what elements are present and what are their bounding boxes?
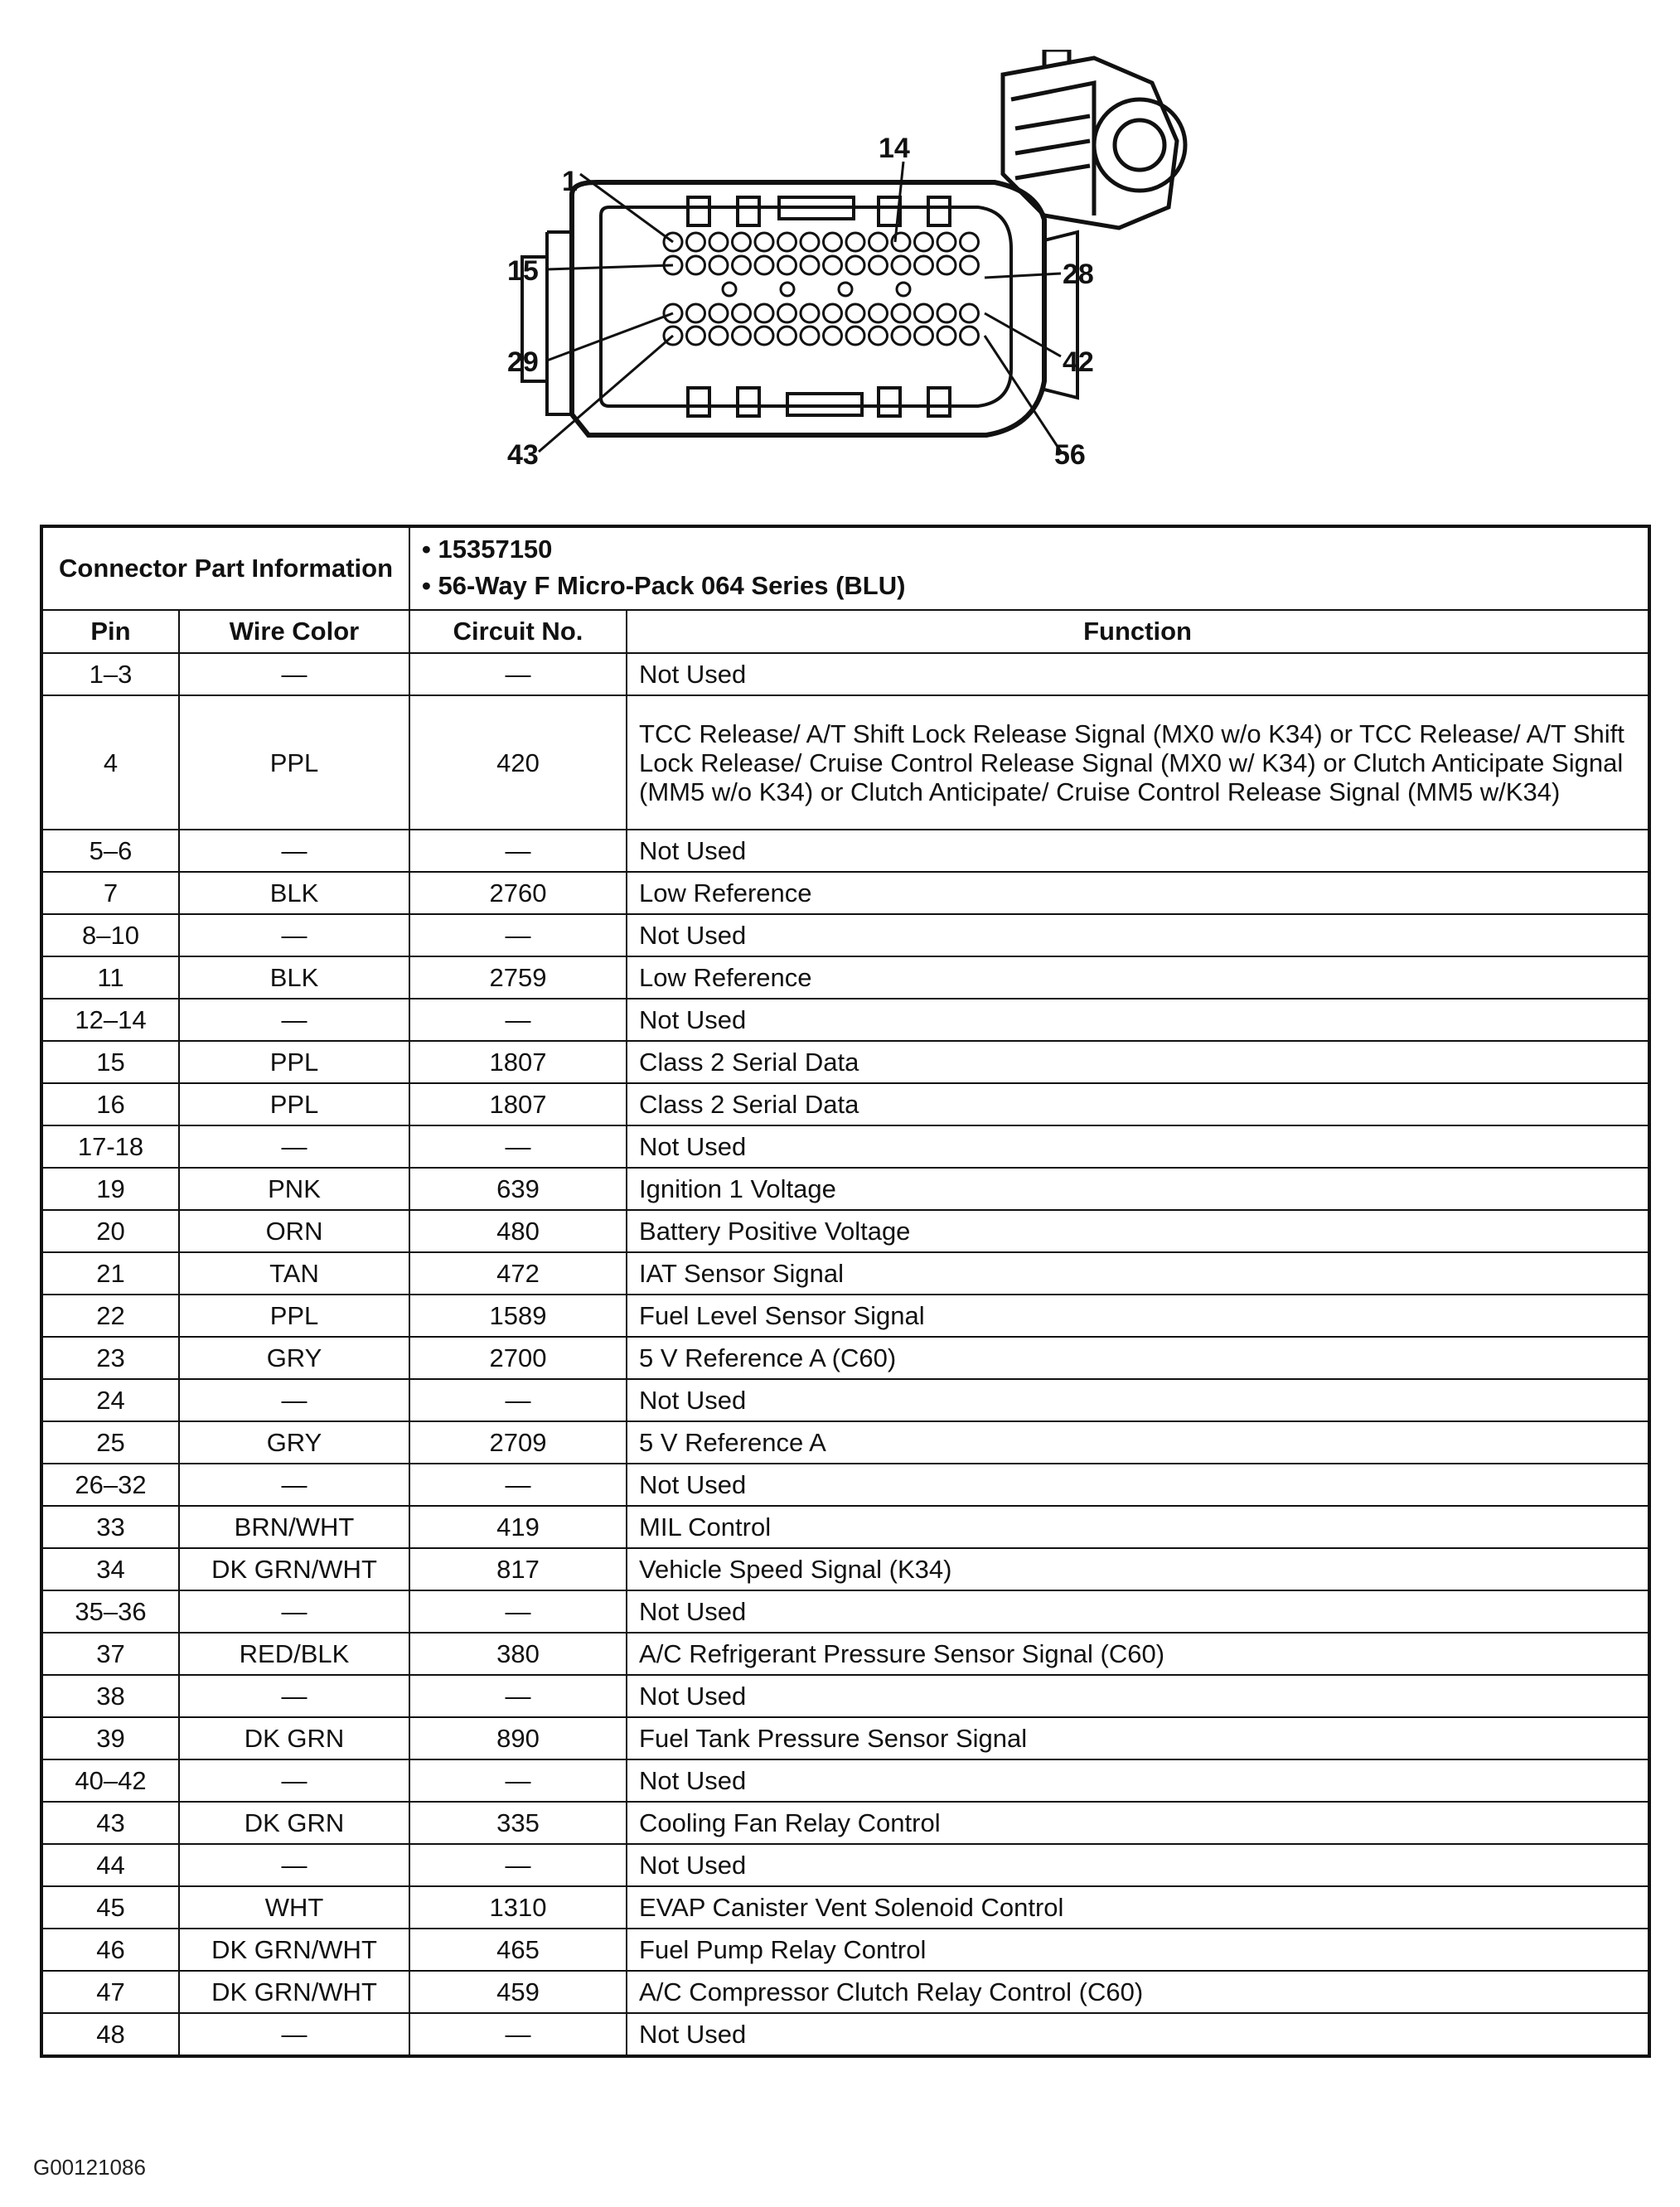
cell-pin: 16 [41,1083,179,1125]
cell-wire-color: PNK [179,1168,409,1210]
pin-cavity [801,304,819,322]
cell-wire-color: — [179,1464,409,1506]
cell-wire-color: — [179,1675,409,1717]
cell-circuit-no: — [409,1125,627,1168]
pin-cavity [824,304,842,322]
cell-wire-color: — [179,653,409,695]
table-row [41,1252,1649,1295]
pin-cavity [755,256,773,274]
table-row [41,2013,1649,2056]
pin-cavity [709,327,728,345]
pin-cavity [755,327,773,345]
cell-wire-color: — [179,830,409,872]
pin-cavity [846,233,864,251]
cell-wire-color: PPL [179,1295,409,1337]
connector-info-label: Connector Part Information [41,526,409,610]
cell-pin: 48 [41,2013,179,2056]
cell-circuit-no: 2759 [409,956,627,999]
table-row [41,872,1649,914]
pin-cavity [961,256,979,274]
table-row [41,1295,1649,1337]
pin-cavity [892,304,910,322]
pin-cavity [824,327,842,345]
pin-cavity [961,233,979,251]
connector-3d-view [1003,50,1185,228]
header-function: Function [627,610,1649,653]
pin-cavity [801,233,819,251]
cell-function: Fuel Pump Relay Control [627,1929,1649,1971]
table-row [41,1168,1649,1210]
cell-function: Fuel Level Sensor Signal [627,1295,1649,1337]
cell-wire-color: — [179,914,409,956]
table-row [41,1633,1649,1675]
table-row [41,1590,1649,1633]
header-row [41,610,1649,653]
table-row [41,1802,1649,1844]
pin-cavity [709,233,728,251]
connector-part-number: • 15357150 [422,535,553,564]
cell-wire-color: BLK [179,956,409,999]
cell-function: TCC Release/ A/T Shift Lock Release Signal (MX0 w/o K34) or TCC Release/ A/T Shift Lock Release/ Cruise Control Release Signal (MX0 w/ K34) or Clutch Anticipate Signal (MM5 w/o K34) or Clutch Anticipate/ Cruise Control Release Signal (MM5 w/K34) [627,695,1649,830]
cell-circuit-no: — [409,1759,627,1802]
cell-circuit-no: 1807 [409,1041,627,1083]
cell-pin: 1–3 [41,653,179,695]
pin-label-28: 28 [1063,259,1094,290]
cell-function: 5 V Reference A (C60) [627,1337,1649,1379]
pin-cavity [733,256,751,274]
cell-circuit-no: 2700 [409,1337,627,1379]
cell-pin: 45 [41,1886,179,1929]
table-row [41,1506,1649,1548]
cell-wire-color: — [179,1844,409,1886]
pin-cavity [961,304,979,322]
cell-circuit-no: 419 [409,1506,627,1548]
cell-pin: 12–14 [41,999,179,1041]
table-row [41,1971,1649,2013]
pin-cavity [709,304,728,322]
cell-pin: 7 [41,872,179,914]
part-number-text: 15357150 [438,535,553,564]
cell-wire-color: — [179,1759,409,1802]
cell-function: Low Reference [627,956,1649,999]
connector-description: • 56-Way F Micro-Pack 064 Series (BLU) [422,571,906,600]
cell-function: Not Used [627,1379,1649,1421]
pin-cavity [709,256,728,274]
connector-description-text: 56-Way F Micro-Pack 064 Series (BLU) [438,571,906,600]
table-row [41,1083,1649,1125]
pin-cavity [869,304,888,322]
cell-wire-color: DK GRN [179,1717,409,1759]
pin-cavity [687,256,705,274]
cell-function: IAT Sensor Signal [627,1252,1649,1295]
cell-pin: 24 [41,1379,179,1421]
pin-cavity [915,256,933,274]
polarization-hole [781,283,794,296]
pin-cavity [801,256,819,274]
cell-pin: 47 [41,1971,179,2013]
connector-diagram [464,50,1210,489]
table-row [41,1929,1649,1971]
cell-pin: 37 [41,1633,179,1675]
cell-wire-color: DK GRN/WHT [179,1971,409,2013]
pin-cavity [755,233,773,251]
connector-info-list [409,526,1649,610]
cell-wire-color: — [179,1590,409,1633]
cell-circuit-no: 1589 [409,1295,627,1337]
pin-label-14: 14 [879,133,910,164]
pin-cavity [869,256,888,274]
table-row [41,830,1649,872]
table-row [41,1717,1649,1759]
cell-function: Battery Positive Voltage [627,1210,1649,1252]
cell-circuit-no: 380 [409,1633,627,1675]
pin-cavity [733,233,751,251]
cell-wire-color: PPL [179,1083,409,1125]
pin-label-43: 43 [507,439,539,471]
pin-cavity [937,327,956,345]
cell-function: Not Used [627,653,1649,695]
cell-function: Fuel Tank Pressure Sensor Signal [627,1717,1649,1759]
cell-pin: 25 [41,1421,179,1464]
cell-wire-color: PPL [179,1041,409,1083]
pin-cavity [915,233,933,251]
cell-circuit-no: 459 [409,1971,627,2013]
cell-pin: 11 [41,956,179,999]
cell-pin: 39 [41,1717,179,1759]
cell-circuit-no: — [409,1675,627,1717]
cell-circuit-no: 639 [409,1168,627,1210]
cell-pin: 5–6 [41,830,179,872]
cell-circuit-no: 2709 [409,1421,627,1464]
header-wire-color: Wire Color [179,610,409,653]
cell-pin: 20 [41,1210,179,1252]
cell-wire-color: PPL [179,695,409,830]
cell-pin: 38 [41,1675,179,1717]
pin-label-15: 15 [507,255,539,287]
cell-wire-color: RED/BLK [179,1633,409,1675]
pin-cavity [801,327,819,345]
cell-pin: 4 [41,695,179,830]
cell-wire-color: WHT [179,1886,409,1929]
cell-wire-color: — [179,1125,409,1168]
cell-function: Low Reference [627,872,1649,914]
pin-cavity [824,233,842,251]
table-row [41,1675,1649,1717]
pin-cavity [869,327,888,345]
pin-label-29: 29 [507,346,539,378]
pin-cavity [961,327,979,345]
cell-pin: 34 [41,1548,179,1590]
cell-wire-color: ORN [179,1210,409,1252]
cell-wire-color: GRY [179,1337,409,1379]
pin-cavity [915,327,933,345]
table-row [41,1886,1649,1929]
polarization-hole [897,283,910,296]
cell-circuit-no: — [409,999,627,1041]
pin-cavity [915,304,933,322]
cell-pin: 46 [41,1929,179,1971]
cell-pin: 22 [41,1295,179,1337]
pin-cavity [778,256,796,274]
table-row [41,1759,1649,1802]
header-pin: Pin [41,610,179,653]
cell-function: Not Used [627,1464,1649,1506]
pin-cavity [733,327,751,345]
pin-cavity [687,233,705,251]
cell-function: MIL Control [627,1506,1649,1548]
table-row [41,999,1649,1041]
table-row [41,1337,1649,1379]
cell-circuit-no: 472 [409,1252,627,1295]
pin-label-42: 42 [1063,346,1094,378]
cell-circuit-no: — [409,830,627,872]
cell-wire-color: DK GRN [179,1802,409,1844]
table-row [41,1464,1649,1506]
cell-pin: 33 [41,1506,179,1548]
cell-function: Ignition 1 Voltage [627,1168,1649,1210]
pin-label-1: 1 [562,166,578,197]
pin-cavity [892,256,910,274]
pin-cavity [778,304,796,322]
cell-circuit-no: — [409,1844,627,1886]
pinout-table [40,525,1651,2058]
table-row [41,956,1649,999]
cell-wire-color: BRN/WHT [179,1506,409,1548]
cell-circuit-no: — [409,2013,627,2056]
cell-circuit-no: 335 [409,1802,627,1844]
cell-circuit-no: — [409,653,627,695]
cell-circuit-no: — [409,1379,627,1421]
polarization-hole [839,283,852,296]
cell-pin: 15 [41,1041,179,1083]
cell-circuit-no: 465 [409,1929,627,1971]
cell-wire-color: DK GRN/WHT [179,1929,409,1971]
cell-circuit-no: 817 [409,1548,627,1590]
cell-pin: 8–10 [41,914,179,956]
leader-lines [539,162,1061,452]
cell-circuit-no: 420 [409,695,627,830]
table-row [41,1548,1649,1590]
cell-pin: 43 [41,1802,179,1844]
pin-cavity [937,233,956,251]
cell-wire-color: — [179,1379,409,1421]
pin-cavity [824,256,842,274]
cell-wire-color: TAN [179,1252,409,1295]
cell-function: Class 2 Serial Data [627,1041,1649,1083]
cell-circuit-no: — [409,914,627,956]
table-row [41,1844,1649,1886]
table-row [41,1125,1649,1168]
cell-pin: 19 [41,1168,179,1210]
cell-function: Not Used [627,1590,1649,1633]
cell-function: Not Used [627,1125,1649,1168]
table-row [41,1210,1649,1252]
cell-wire-color: BLK [179,872,409,914]
pin-cavity [869,233,888,251]
pin-cavity [733,304,751,322]
pin-cavity [755,304,773,322]
pin-cavity-grid [664,233,979,345]
table-row [41,914,1649,956]
pin-cavity [778,327,796,345]
pin-cavity [778,233,796,251]
cell-function: Cooling Fan Relay Control [627,1802,1649,1844]
cell-function: Not Used [627,1844,1649,1886]
figure-id: G00121086 [33,2155,146,2180]
pin-cavity [937,256,956,274]
cell-circuit-no: 1310 [409,1886,627,1929]
connector-drawing [464,50,1210,489]
connector-info-row [41,526,1649,610]
cell-circuit-no: — [409,1590,627,1633]
cell-circuit-no: 480 [409,1210,627,1252]
cell-pin: 40–42 [41,1759,179,1802]
cell-circuit-no: 2760 [409,872,627,914]
cell-function: Class 2 Serial Data [627,1083,1649,1125]
cell-function: A/C Refrigerant Pressure Sensor Signal (C60) [627,1633,1649,1675]
header-circuit-no: Circuit No. [409,610,627,653]
cell-function: Not Used [627,1759,1649,1802]
cell-wire-color: — [179,2013,409,2056]
cell-pin: 35–36 [41,1590,179,1633]
cell-circuit-no: — [409,1464,627,1506]
pin-label-56: 56 [1054,439,1086,471]
pin-cavity [846,304,864,322]
cell-function: Not Used [627,1675,1649,1717]
cell-function: 5 V Reference A [627,1421,1649,1464]
cell-circuit-no: 1807 [409,1083,627,1125]
cell-circuit-no: 890 [409,1717,627,1759]
cell-function: Not Used [627,914,1649,956]
cell-wire-color: — [179,999,409,1041]
table-row [41,1421,1649,1464]
pin-cavity [892,327,910,345]
pin-cavity [937,304,956,322]
cell-wire-color: DK GRN/WHT [179,1548,409,1590]
table-row [41,1379,1649,1421]
cell-function: Not Used [627,830,1649,872]
table-row [41,695,1649,830]
cell-function: Not Used [627,999,1649,1041]
table-row [41,653,1649,695]
pin-cavity [687,304,705,322]
connector-face [522,182,1077,435]
cell-pin: 23 [41,1337,179,1379]
cell-pin: 44 [41,1844,179,1886]
cell-pin: 26–32 [41,1464,179,1506]
pin-cavity [687,327,705,345]
polarization-hole [723,283,736,296]
cell-function: EVAP Canister Vent Solenoid Control [627,1886,1649,1929]
pin-cavity [846,256,864,274]
cell-pin: 17-18 [41,1125,179,1168]
cell-function: Vehicle Speed Signal (K34) [627,1548,1649,1590]
pin-rows [41,653,1649,2056]
cell-function: Not Used [627,2013,1649,2056]
cell-wire-color: GRY [179,1421,409,1464]
pin-cavity [846,327,864,345]
cell-pin: 21 [41,1252,179,1295]
cell-function: A/C Compressor Clutch Relay Control (C60) [627,1971,1649,2013]
table-row [41,1041,1649,1083]
